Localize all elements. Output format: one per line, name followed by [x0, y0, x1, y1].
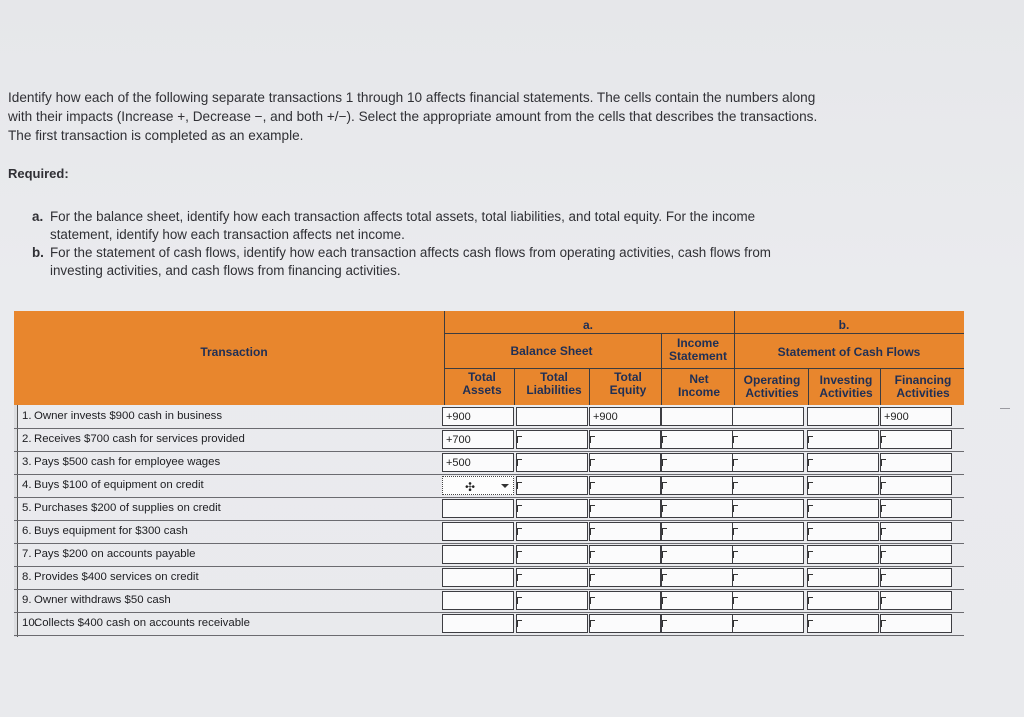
- cell-marker-icon: [881, 551, 886, 558]
- cell-marker-icon: [590, 459, 595, 466]
- transaction-text: Receives $700 cash for services provided: [34, 433, 245, 445]
- requirement-a-line-1: For the balance sheet, identify how each transaction affects total assets, total liabilities, and total equity. For the income: [50, 209, 756, 224]
- cell-marker-icon: [662, 551, 667, 558]
- cell-marker-icon: [590, 597, 595, 604]
- cell-marker-icon: [881, 620, 886, 627]
- transaction-description: [22, 571, 199, 583]
- cell-marker-icon: [733, 482, 738, 489]
- cell-marker-icon: [662, 620, 667, 627]
- cell-marker-icon: [517, 528, 522, 535]
- financing-activities-cell[interactable]: [880, 522, 952, 541]
- cell-value: +900: [884, 411, 909, 423]
- cell-marker-icon: [590, 551, 595, 558]
- cell-marker-icon: [517, 505, 522, 512]
- total-assets-cell[interactable]: [442, 453, 514, 472]
- transaction-text: Owner invests $900 cash in business: [34, 410, 223, 422]
- required-heading: Required:: [8, 166, 69, 181]
- header-divider: [880, 368, 881, 405]
- financing-activities-cell[interactable]: [880, 591, 952, 610]
- financing-activities-cell[interactable]: [880, 476, 952, 495]
- net-income-cell[interactable]: [661, 522, 733, 541]
- header-divider: [444, 311, 445, 405]
- cell-marker-icon: [662, 459, 667, 466]
- total-assets-header: Total Assets: [462, 370, 502, 397]
- operating-activities-cell[interactable]: [732, 545, 804, 564]
- transaction-description: [22, 548, 195, 560]
- total-assets-cell[interactable]: [442, 430, 514, 449]
- total-equity-cell[interactable]: [589, 545, 661, 564]
- transaction-description: [22, 502, 221, 514]
- total-equity-cell[interactable]: [589, 591, 661, 610]
- cell-marker-icon: [733, 597, 738, 604]
- financing-activities-cell[interactable]: [880, 545, 952, 564]
- chevron-down-icon[interactable]: [501, 484, 509, 488]
- cell-marker-icon: [733, 505, 738, 512]
- net-income-header: Net Income: [677, 372, 720, 399]
- header-divider: [661, 333, 662, 405]
- total-equity-cell[interactable]: [589, 568, 661, 587]
- transactions-table: [14, 311, 964, 636]
- cell-marker-icon: [662, 482, 667, 489]
- cell-marker-icon: [733, 436, 738, 443]
- total-assets-cell[interactable]: [442, 568, 514, 587]
- total-liabilities-cell[interactable]: [516, 430, 588, 449]
- cell-marker-icon: [590, 482, 595, 489]
- cell-marker-icon: [662, 597, 667, 604]
- net-income-cell[interactable]: [661, 476, 733, 495]
- net-income-cell[interactable]: [661, 453, 733, 472]
- table-row: [14, 520, 964, 544]
- transaction-text: Owner withdraws $50 cash: [34, 594, 171, 606]
- header-divider: [444, 333, 964, 334]
- cell-marker-icon: [733, 620, 738, 627]
- header-divider: [734, 311, 735, 405]
- total-assets-cell[interactable]: [442, 499, 514, 518]
- cell-marker-icon: [590, 620, 595, 627]
- investing-activities-cell[interactable]: [807, 614, 879, 633]
- cell-marker-icon: [733, 528, 738, 535]
- transaction-text: Buys $100 of equipment on credit: [34, 479, 204, 491]
- total-equity-header: Total Equity: [609, 370, 647, 397]
- investing-activities-cell[interactable]: [807, 522, 879, 541]
- investing-activities-cell[interactable]: [807, 545, 879, 564]
- cell-marker-icon: [881, 459, 886, 466]
- total-assets-cell[interactable]: [442, 545, 514, 564]
- total-equity-cell[interactable]: [589, 453, 661, 472]
- cell-marker-icon: [881, 505, 886, 512]
- table-row: [14, 451, 964, 475]
- financing-activities-cell[interactable]: [880, 614, 952, 633]
- table-row: [14, 497, 964, 521]
- transaction-number: 2.: [22, 433, 32, 445]
- transaction-description: [22, 479, 204, 491]
- cell-marker-icon: [808, 528, 813, 535]
- transaction-number: 9.: [22, 594, 32, 606]
- investing-activities-cell[interactable]: [807, 568, 879, 587]
- operating-activities-cell[interactable]: [732, 499, 804, 518]
- operating-activities-cell[interactable]: [732, 591, 804, 610]
- cell-marker-icon: [517, 459, 522, 466]
- header-divider: [444, 368, 964, 369]
- transaction-number: 5.: [22, 502, 32, 514]
- requirement-b-label: b.: [32, 245, 44, 260]
- cell-marker-icon: [808, 574, 813, 581]
- cell-marker-icon: [662, 528, 667, 535]
- cell-marker-icon: [808, 436, 813, 443]
- transaction-text: Purchases $200 of supplies on credit: [34, 502, 221, 514]
- operating-activities-cell[interactable]: [732, 522, 804, 541]
- financing-activities-cell: [880, 407, 952, 426]
- table-row: [14, 543, 964, 567]
- total-liabilities-cell[interactable]: [516, 499, 588, 518]
- operating-activities-cell: [732, 407, 804, 426]
- transaction-text: Buys equipment for $300 cash: [34, 525, 188, 537]
- operating-activities-header: Operating Activities: [743, 373, 801, 400]
- cell-marker-icon: [590, 528, 595, 535]
- net-income-cell[interactable]: [661, 545, 733, 564]
- total-liabilities-cell[interactable]: [516, 522, 588, 541]
- investing-activities-cell[interactable]: [807, 476, 879, 495]
- transaction-description: [22, 410, 222, 422]
- financing-activities-header: Financing Activities: [894, 373, 952, 400]
- requirement-b-line-1: For the statement of cash flows, identify how each transaction affects cash flows from operating activities, cash flows from: [50, 245, 771, 260]
- cell-value: +900: [446, 411, 471, 423]
- cell-marker-icon: [590, 574, 595, 581]
- cell-value: +500: [446, 457, 471, 469]
- cell-marker-icon: [733, 551, 738, 558]
- transaction-description: [22, 456, 220, 468]
- cell-marker-icon: [881, 597, 886, 604]
- requirement-b-line-2: investing activities, and cash flows from financing activities.: [50, 263, 401, 278]
- header-divider: [808, 368, 809, 405]
- total-assets-cell[interactable]: [442, 522, 514, 541]
- net-income-cell[interactable]: [661, 568, 733, 587]
- total-assets-cell[interactable]: [442, 614, 514, 633]
- financing-activities-cell[interactable]: [880, 499, 952, 518]
- operating-activities-cell[interactable]: [732, 476, 804, 495]
- part-b-label: b.: [838, 318, 850, 332]
- transaction-description: [22, 433, 245, 445]
- cell-marker-icon: [590, 505, 595, 512]
- cell-marker-icon: [662, 505, 667, 512]
- cell-marker-icon: [733, 574, 738, 581]
- header-divider: [589, 368, 590, 405]
- net-income-cell: [661, 407, 733, 426]
- operating-activities-cell[interactable]: [732, 568, 804, 587]
- table-header: [14, 311, 964, 405]
- transaction-text: Pays $200 on accounts payable: [34, 548, 196, 560]
- net-income-cell[interactable]: [661, 430, 733, 449]
- total-equity-cell[interactable]: [589, 522, 661, 541]
- total-assets-cell[interactable]: [442, 476, 514, 495]
- investing-activities-cell[interactable]: [807, 430, 879, 449]
- total-equity-cell[interactable]: [589, 499, 661, 518]
- financing-activities-cell[interactable]: [880, 430, 952, 449]
- transaction-number: 6.: [22, 525, 32, 537]
- cell-marker-icon: [808, 620, 813, 627]
- cell-marker-icon: [517, 482, 522, 489]
- balance-sheet-header: Balance Sheet: [510, 344, 593, 358]
- cell-marker-icon: [733, 459, 738, 466]
- cell-marker-icon: [517, 436, 522, 443]
- transaction-number: 8.: [22, 571, 32, 583]
- cell-value: +700: [446, 434, 471, 446]
- table-row: [14, 474, 964, 498]
- table-row: [14, 428, 964, 452]
- total-liabilities-cell[interactable]: [516, 614, 588, 633]
- net-income-cell[interactable]: [661, 614, 733, 633]
- instructions: [8, 88, 988, 145]
- table-row: [14, 589, 964, 613]
- cell-marker-icon: [881, 482, 886, 489]
- total-liabilities-cell[interactable]: [516, 568, 588, 587]
- cell-marker-icon: [808, 482, 813, 489]
- operating-activities-cell[interactable]: [732, 430, 804, 449]
- cell-marker-icon: [808, 551, 813, 558]
- requirement-a-label: a.: [32, 209, 44, 224]
- instructions-line-3: The first transaction is completed as an example.: [8, 128, 304, 143]
- cell-marker-icon: [881, 574, 886, 581]
- transaction-number: 3.: [22, 456, 32, 468]
- total-liabilities-cell[interactable]: [516, 453, 588, 472]
- transaction-description: [22, 525, 188, 537]
- table-row: [14, 612, 964, 636]
- cell-marker-icon: [517, 597, 522, 604]
- transaction-text: Pays $500 cash for employee wages: [34, 456, 221, 468]
- transaction-text: Provides $400 services on credit: [34, 571, 199, 583]
- total-assets-cell[interactable]: [442, 591, 514, 610]
- table-row: [14, 405, 964, 429]
- financing-activities-cell[interactable]: [880, 568, 952, 587]
- pointer-cursor-icon: ✣: [465, 480, 476, 494]
- cell-marker-icon: [517, 620, 522, 627]
- net-income-cell[interactable]: [661, 591, 733, 610]
- investing-activities-cell: [807, 407, 879, 426]
- cell-marker-icon: [662, 574, 667, 581]
- cell-marker-icon: [881, 528, 886, 535]
- total-liabilities-cell[interactable]: [516, 476, 588, 495]
- total-liabilities-cell[interactable]: [516, 591, 588, 610]
- transaction-number: 4.: [22, 479, 32, 491]
- cell-marker-icon: [662, 436, 667, 443]
- requirement-a-line-2: statement, identify how each transaction affects net income.: [50, 227, 405, 242]
- investing-activities-cell[interactable]: [807, 499, 879, 518]
- cell-value: +900: [593, 411, 618, 423]
- income-statement-header: Income Statement: [668, 336, 727, 363]
- total-equity-cell: [589, 407, 661, 426]
- table-row: [14, 566, 964, 590]
- instructions-line-2: with their impacts (Increase +, Decrease −, and both +/−). Select the appropriate amount from the cells that describes the transactions.: [8, 109, 818, 124]
- financing-activities-cell[interactable]: [880, 453, 952, 472]
- total-equity-cell[interactable]: [589, 614, 661, 633]
- cell-marker-icon: [517, 551, 522, 558]
- net-income-cell[interactable]: [661, 499, 733, 518]
- transaction-number: 1.: [22, 410, 32, 422]
- cell-marker-icon: [517, 574, 522, 581]
- header-divider: [514, 368, 515, 405]
- cell-marker-icon: [808, 459, 813, 466]
- transaction-description: [22, 617, 250, 629]
- cell-marker-icon: [808, 597, 813, 604]
- total-liabilities-header: Total Liabilities: [526, 370, 582, 397]
- instructions-line-1: Identify how each of the following separate transactions 1 through 10 affects financial statements. The cells contain the numbers along: [8, 90, 816, 105]
- part-a-label: a.: [582, 318, 593, 332]
- cell-marker-icon: [881, 436, 886, 443]
- transaction-number: 7.: [22, 548, 32, 560]
- investing-activities-cell[interactable]: [807, 591, 879, 610]
- total-equity-cell[interactable]: [589, 430, 661, 449]
- cell-marker-icon: [590, 436, 595, 443]
- transaction-description: [22, 594, 171, 606]
- investing-activities-header: Investing Activities: [819, 373, 873, 400]
- transaction-header: Transaction: [200, 345, 268, 359]
- transaction-text: Collects $400 cash on accounts receivable: [34, 617, 250, 629]
- operating-activities-cell[interactable]: [732, 614, 804, 633]
- total-liabilities-cell[interactable]: [516, 545, 588, 564]
- total-equity-cell[interactable]: [589, 476, 661, 495]
- cell-marker-icon: [808, 505, 813, 512]
- cash-flows-header: Statement of Cash Flows: [777, 345, 921, 359]
- total-liabilities-cell: [516, 407, 588, 426]
- transaction-number: 10.: [22, 617, 38, 629]
- operating-activities-cell[interactable]: [732, 453, 804, 472]
- investing-activities-cell[interactable]: [807, 453, 879, 472]
- scroll-marker: [1000, 408, 1010, 409]
- total-assets-cell: [442, 407, 514, 426]
